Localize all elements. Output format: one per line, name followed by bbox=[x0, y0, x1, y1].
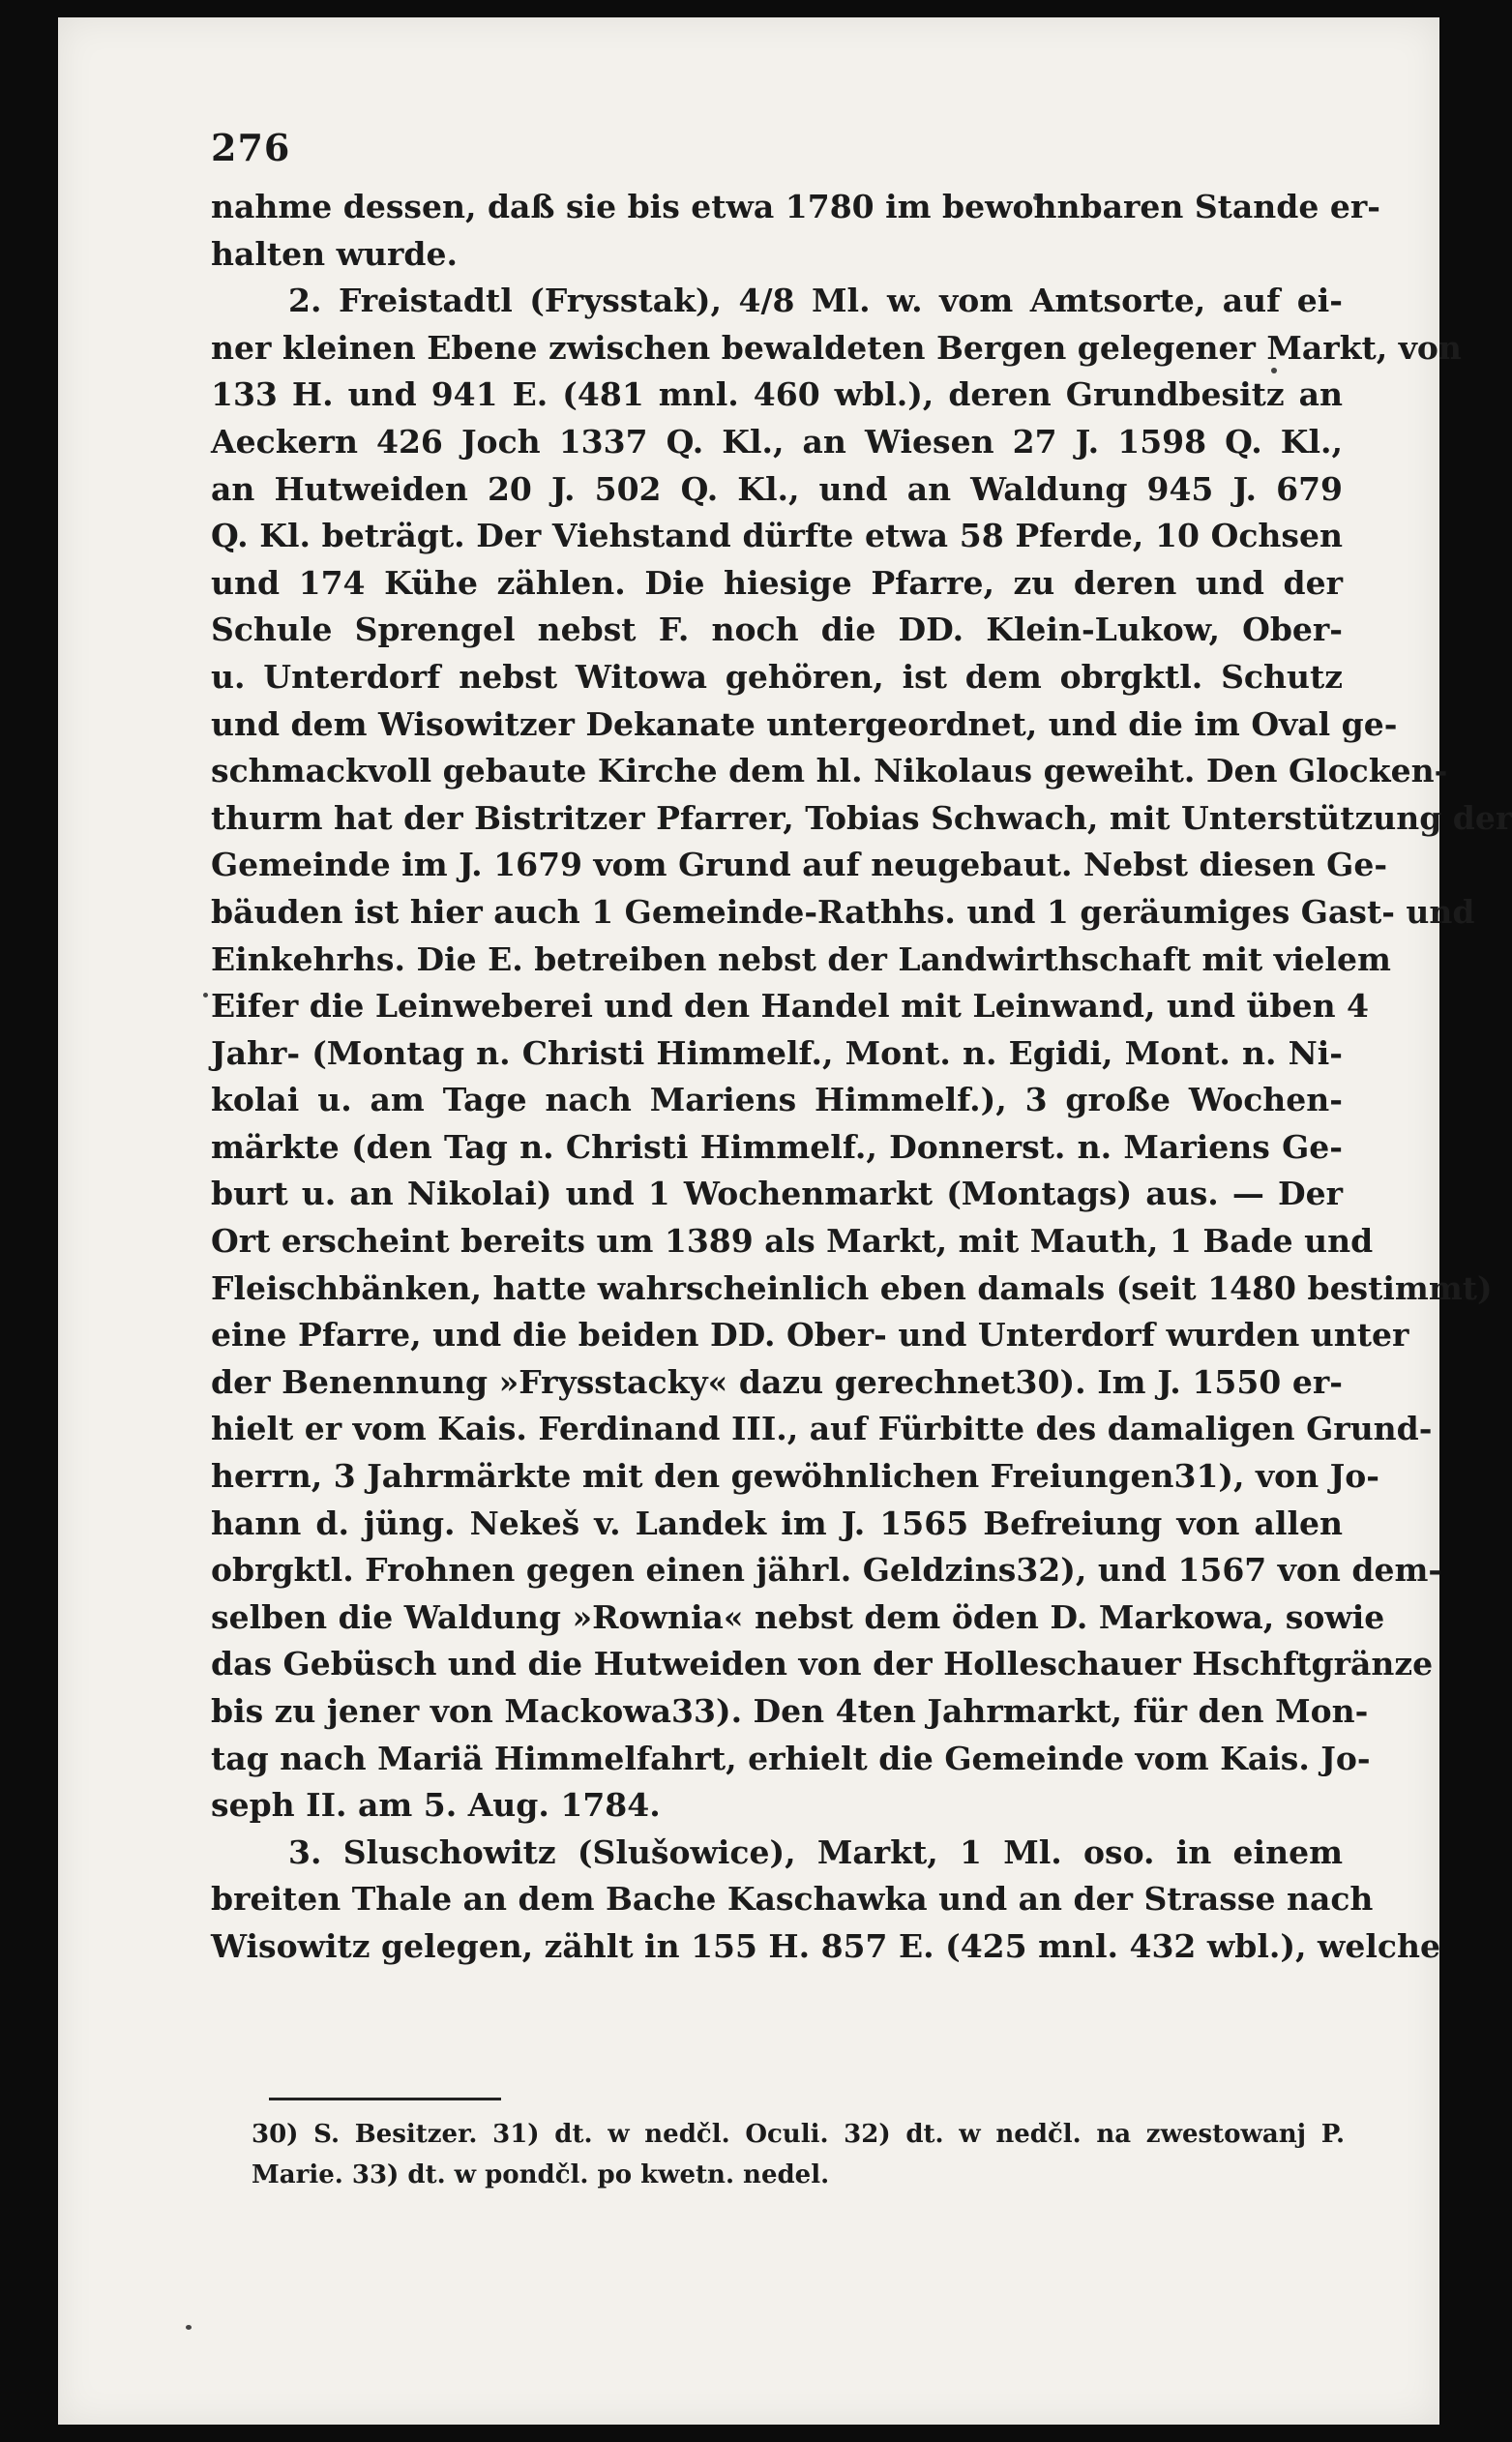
text-line: Eifer die Leinweberei und den Handel mit Leinwand, und üben 4 bbox=[211, 987, 1370, 1026]
page-number: 276 bbox=[211, 126, 291, 169]
text-line: ner kleinen Ebene zwischen bewaldeten Bergen gelegener Markt, von bbox=[211, 328, 1462, 367]
text-line: u. Unterdorf nebst Witowa gehören, ist dem obrgktl. Schutz bbox=[211, 657, 1343, 696]
text-line: und 174 Kühe zählen. Die hiesige Pfarre, zu deren und der bbox=[211, 563, 1343, 602]
text-line: halten wurde. bbox=[211, 234, 458, 273]
paper-speck bbox=[203, 993, 208, 998]
text-line: an Hutweiden 20 J. 502 Q. Kl., und an Waldung 945 J. 679 bbox=[211, 469, 1343, 508]
footnotes bbox=[252, 2114, 1345, 2195]
text-line: Fleischbänken, hatte wahrscheinlich eben damals (seit 1480 bestimmt) bbox=[211, 1268, 1493, 1307]
text-line: Aeckern 426 Joch 1337 Q. Kl., an Wiesen 27 J. 1598 Q. Kl., bbox=[211, 422, 1343, 461]
text-line: hielt er vom Kais. Ferdinand III., auf Fürbitte des damaligen Grund- bbox=[211, 1410, 1433, 1448]
text-line: bäuden ist hier auch 1 Gemeinde-Rathhs. und 1 geräumiges Gast- und bbox=[211, 892, 1475, 931]
text-line: Gemeinde im J. 1679 vom Grund auf neugebaut. Nebst diesen Ge- bbox=[211, 846, 1388, 884]
text-line: seph II. am 5. Aug. 1784. bbox=[211, 1786, 661, 1825]
text-line: selben die Waldung »Rownia« nebst dem öden D. Markowa, sowie bbox=[211, 1597, 1385, 1636]
paper-speck bbox=[186, 2325, 192, 2330]
footnote-separator bbox=[269, 2098, 501, 2100]
text-line: kolai u. am Tage nach Mariens Himmelf.), 3 große Wochen- bbox=[211, 1081, 1343, 1119]
text-line: nahme dessen, daß sie bis etwa 1780 im bewohnbaren Stande er- bbox=[211, 188, 1380, 225]
text-line: 2. Freistadtl (Frysstak), 4/8 Ml. w. vom Amtsorte, auf ei- bbox=[288, 282, 1343, 320]
footnote-line: Marie. 33) dt. w pondčl. po kwetn. nedel. bbox=[252, 2160, 830, 2189]
text-line: breiten Thale an dem Bache Kaschawka und an der Strasse nach bbox=[211, 1880, 1374, 1919]
text-line: der Benennung »Frysstacky« dazu gerechnet30). Im J. 1550 er- bbox=[211, 1362, 1343, 1401]
body-text bbox=[211, 184, 1512, 1971]
text-line: hann d. jüng. Nekeš v. Landek im J. 1565 Befreiung von allen bbox=[211, 1504, 1343, 1542]
text-line: thurm hat der Bistritzer Pfarrer, Tobias Schwach, mit Unterstützung der bbox=[211, 798, 1512, 837]
text-line: Jahr- (Montag n. Christi Himmelf., Mont. n. Egidi, Mont. n. Ni- bbox=[211, 1033, 1343, 1072]
text-line: tag nach Mariä Himmelfahrt, erhielt die Gemeinde vom Kais. Jo- bbox=[211, 1739, 1371, 1777]
text-line: Wisowitz gelegen, zählt in 155 H. 857 E. (425 mnl. 432 wbl.), welche bbox=[211, 1926, 1440, 1965]
text-line: bis zu jener von Mackowa33). Den 4ten Jahrmarkt, für den Mon- bbox=[211, 1692, 1369, 1730]
text-line: märkte (den Tag n. Christi Himmelf., Donnerst. n. Mariens Ge- bbox=[211, 1127, 1343, 1166]
text-line: eine Pfarre, und die beiden DD. Ober- und Unterdorf wurden unter bbox=[211, 1316, 1409, 1355]
footnote-line: 30) S. Besitzer. 31) dt. w nedčl. Oculi. 32) dt. w nedčl. na zwestowanj P. bbox=[252, 2120, 1345, 2149]
text-line: und dem Wisowitzer Dekanate untergeordnet, und die im Oval ge- bbox=[211, 704, 1398, 743]
text-line: Schule Sprengel nebst F. noch die DD. Klein-Lukow, Ober- bbox=[211, 610, 1343, 649]
text-line: Ort erscheint bereits um 1389 als Markt, mit Mauth, 1 Bade und bbox=[211, 1222, 1374, 1261]
text-line: Einkehrhs. Die E. betreiben nebst der Landwirthschaft mit vielem bbox=[211, 939, 1391, 978]
text-line: schmackvoll gebaute Kirche dem hl. Nikolaus geweiht. Den Glocken- bbox=[211, 752, 1448, 790]
text-line: das Gebüsch und die Hutweiden von der Holleschauer Hschftgränze bbox=[211, 1645, 1434, 1683]
text-line: herrn, 3 Jahrmärkte mit den gewöhnlichen Freiungen31), von Jo- bbox=[211, 1457, 1379, 1496]
text-line: 133 H. und 941 E. (481 mnl. 460 wbl.), deren Grundbesitz an bbox=[211, 375, 1343, 414]
text-line: obrgktl. Frohnen gegen einen jährl. Geldzins32), und 1567 von dem- bbox=[211, 1551, 1442, 1590]
text-line: burt u. an Nikolai) und 1 Wochenmarkt (Montags) aus. — Der bbox=[211, 1175, 1343, 1213]
text-line: Q. Kl. beträgt. Der Viehstand dürfte etwa 58 Pferde, 10 Ochsen bbox=[211, 517, 1343, 555]
text-line: 3. Sluschowitz (Slušowice), Markt, 1 Ml. oso. in einem bbox=[288, 1832, 1343, 1871]
